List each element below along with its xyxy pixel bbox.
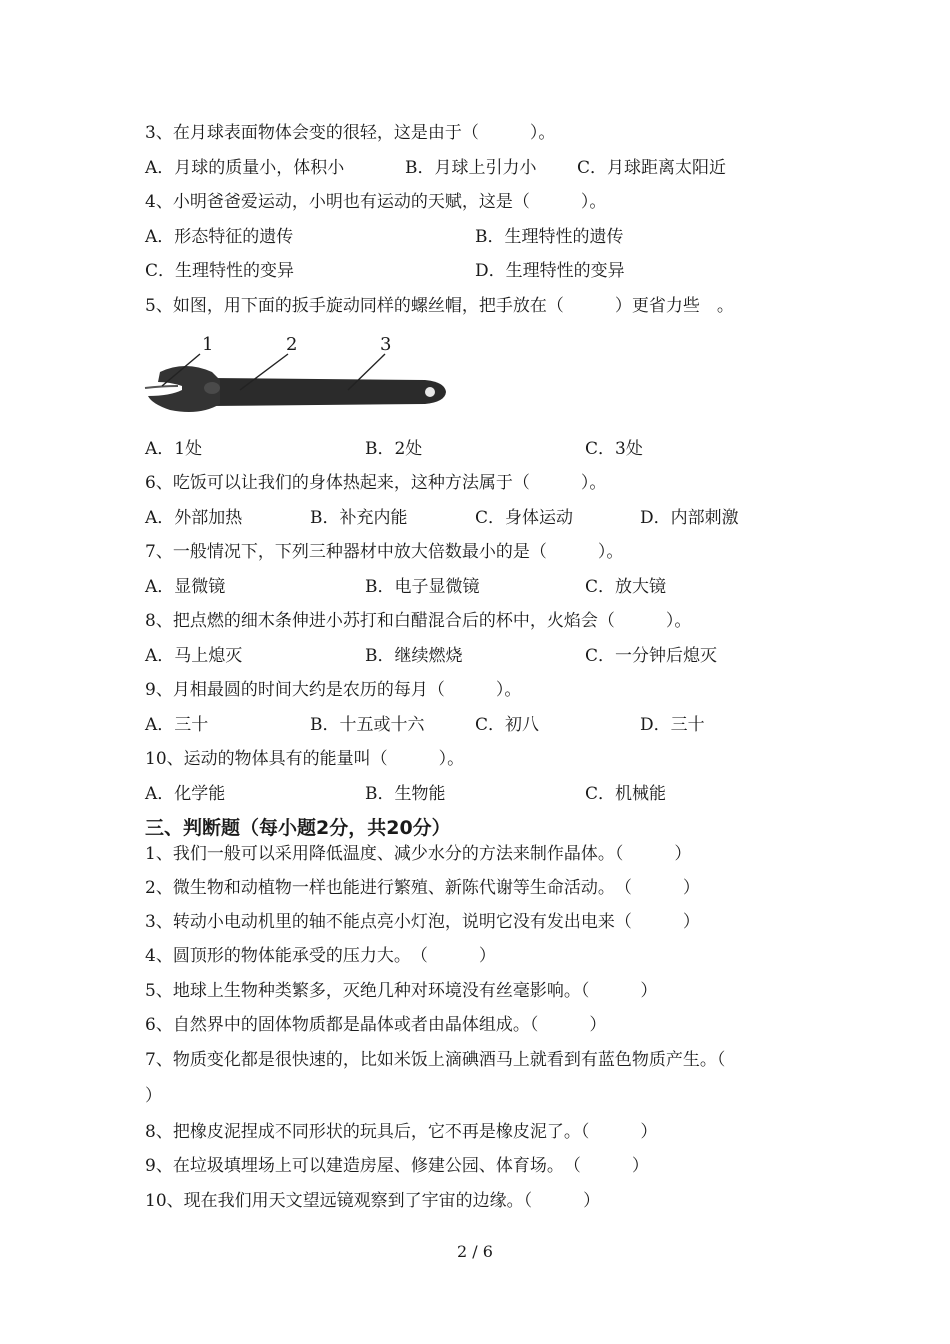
question-6-option-d[interactable]: D．内部刺激 <box>640 508 739 528</box>
question-7-stem: 7、一般情况下，下列三种器材中放大倍数最小的是（ ）。 <box>145 542 624 562</box>
judge-item-6: 6、自然界中的固体物质都是晶体或者由晶体组成。（ ） <box>145 1015 607 1035</box>
question-5-option-a[interactable]: A．1处 <box>145 439 203 459</box>
question-3-option-a[interactable]: A．月球的质量小，体积小 <box>145 158 345 178</box>
question-5-option-b[interactable]: B．2处 <box>365 439 423 459</box>
question-10-option-b[interactable]: B．生物能 <box>365 784 446 804</box>
question-10-stem: 10、运动的物体具有的能量叫（ ）。 <box>145 749 465 769</box>
question-6-option-b[interactable]: B．补充内能 <box>310 508 408 528</box>
question-8-stem: 8、把点燃的细木条伸进小苏打和白醋混合后的杯中，火焰会（ ）。 <box>145 611 692 631</box>
question-7-option-b[interactable]: B．电子显微镜 <box>365 577 480 597</box>
judge-item-8: 8、把橡皮泥捏成不同形状的玩具后，它不再是橡皮泥了。（ ） <box>145 1122 658 1142</box>
question-3-option-c[interactable]: C．月球距离太阳近 <box>577 158 727 178</box>
judge-item-7: 7、物质变化都是很快速的，比如米饭上滴碘酒马上就看到有蓝色物质产生。（ <box>145 1050 726 1070</box>
judge-item-9: 9、在垃圾填埋场上可以建造房屋、修建公园、体育场。 （ ） <box>145 1156 649 1176</box>
section-3-title: 三、判断题（每小题2分，共20分） <box>145 817 451 839</box>
judge-item-3: 3、转动小电动机里的轴不能点亮小灯泡，说明它没有发出电来（ ） <box>145 912 700 932</box>
wrench-figure <box>140 330 460 425</box>
question-9-stem: 9、月相最圆的时间大约是农历的每月（ ）。 <box>145 680 522 700</box>
question-3-option-b[interactable]: B．月球上引力小 <box>405 158 537 178</box>
figure-label-1: 1 <box>202 334 214 355</box>
question-10-option-a[interactable]: A．化学能 <box>145 784 226 804</box>
figure-label-3: 3 <box>380 334 392 355</box>
question-9-option-a[interactable]: A．三十 <box>145 715 209 735</box>
question-5-option-c[interactable]: C．3处 <box>585 439 643 459</box>
question-3-stem: 3、在月球表面物体会变的很轻，这是由于（ ）。 <box>145 123 556 143</box>
question-7-option-c[interactable]: C．放大镜 <box>585 577 667 597</box>
page-number: 2 / 6 <box>457 1242 493 1261</box>
question-6-option-a[interactable]: A．外部加热 <box>145 508 243 528</box>
question-9-option-d[interactable]: D．三十 <box>640 715 705 735</box>
question-4-option-a[interactable]: A．形态特征的遗传 <box>145 227 294 247</box>
figure-label-2: 2 <box>286 334 298 355</box>
question-8-option-b[interactable]: B．继续燃烧 <box>365 646 463 666</box>
question-4-option-d[interactable]: D．生理特性的变异 <box>475 261 625 281</box>
judge-item-5: 5、地球上生物种类繁多，灭绝几种对环境没有丝毫影响。（ ） <box>145 981 658 1001</box>
question-6-stem: 6、吃饭可以让我们的身体热起来，这种方法属于（ ）。 <box>145 473 607 493</box>
question-4-option-b[interactable]: B．生理特性的遗传 <box>475 227 624 247</box>
question-9-option-b[interactable]: B．十五或十六 <box>310 715 425 735</box>
question-9-option-c[interactable]: C．初八 <box>475 715 540 735</box>
judge-item-4: 4、圆顶形的物体能承受的压力大。 （ ） <box>145 946 496 966</box>
question-10-option-c[interactable]: C．机械能 <box>585 784 667 804</box>
question-4-option-c[interactable]: C．生理特性的变异 <box>145 261 295 281</box>
question-6-option-c[interactable]: C．身体运动 <box>475 508 574 528</box>
question-8-option-a[interactable]: A．马上熄灭 <box>145 646 243 666</box>
question-4-stem: 4、小明爸爸爱运动，小明也有运动的天赋，这是（ ）。 <box>145 192 607 212</box>
question-7-option-a[interactable]: A．显微镜 <box>145 577 226 597</box>
judge-item-7-continued: ） <box>145 1086 162 1106</box>
question-8-option-c[interactable]: C．一分钟后熄灭 <box>585 646 718 666</box>
judge-item-1: 1、我们一般可以采用降低温度、减少水分的方法来制作晶体。（ ） <box>145 844 692 864</box>
judge-item-2: 2、微生物和动植物一样也能进行繁殖、新陈代谢等生命活动。 （ ） <box>145 878 700 898</box>
judge-item-10: 10、现在我们用天文望远镜观察到了宇宙的边缘。（ ） <box>145 1191 601 1211</box>
question-5-stem: 5、如图，用下面的扳手旋动同样的螺丝帽，把手放在（ ）更省力些 。 <box>145 296 734 316</box>
